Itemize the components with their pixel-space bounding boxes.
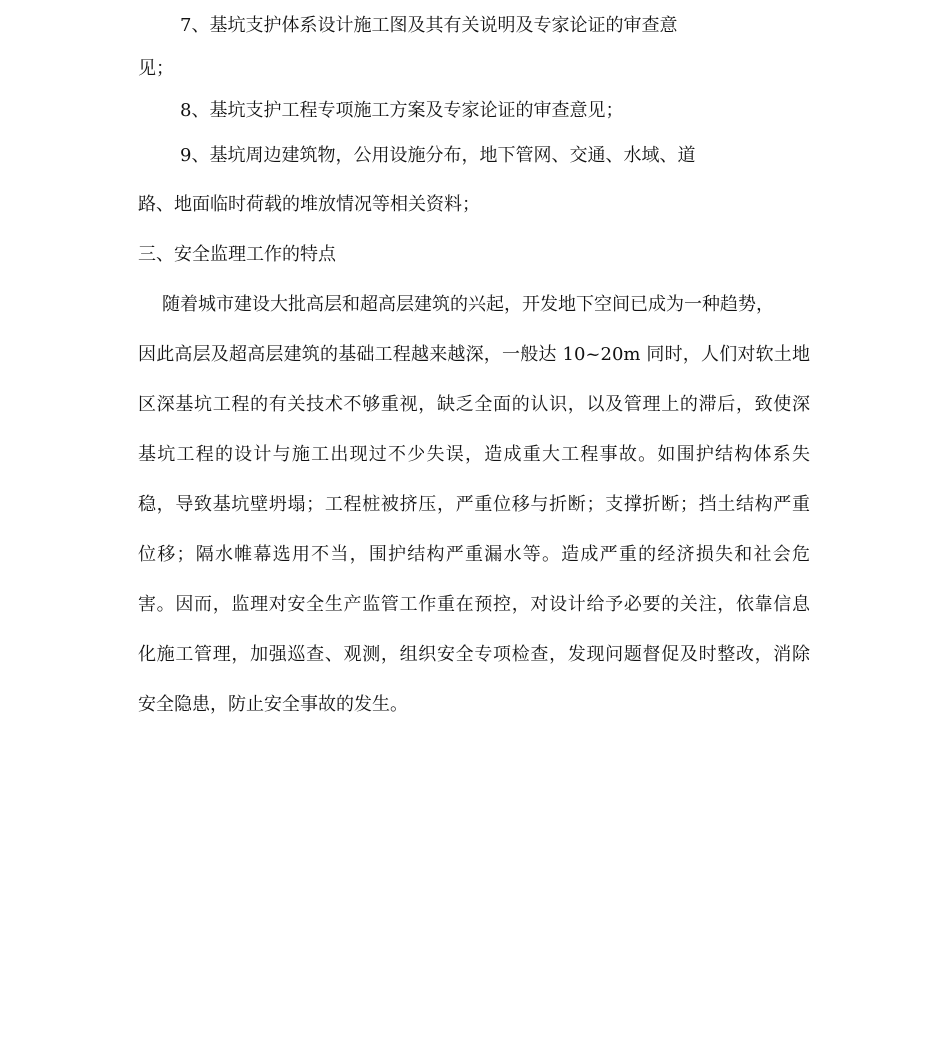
paragraph-line: 害。因而，监理对安全生产监管工作重在预控，对设计给予必要的关注，依靠信息 bbox=[138, 594, 810, 615]
paragraph-line: 区深基坑工程的有关技术不够重视，缺乏全面的认识，以及管理上的滞后，致使深 bbox=[138, 394, 810, 415]
paragraph-line: 基坑工程的设计与施工出现过不少失误，造成重大工程事故。如围护结构体系失 bbox=[138, 444, 810, 465]
list-item-9-line-2: 路、地面临时荷载的堆放情况等相关资料； bbox=[138, 194, 480, 215]
list-item-8: 8、基坑支护工程专项施工方案及专家论证的审查意见； bbox=[180, 100, 624, 121]
paragraph-line: 位移；隔水帷幕选用不当，围护结构严重漏水等。造成严重的经济损失和社会危 bbox=[138, 544, 810, 565]
list-item-9-line-1: 9、基坑周边建筑物，公用设施分布，地下管网、交通、水域、道 bbox=[180, 145, 696, 166]
paragraph-line: 稳，导致基坑壁坍塌；工程桩被挤压，严重位移与折断；支撑折断；挡土结构严重 bbox=[138, 494, 810, 515]
list-item-7-line-2: 见； bbox=[138, 58, 174, 79]
paragraph-line: 随着城市建设大批高层和超高层建筑的兴起，开发地下空间已成为一种趋势， bbox=[162, 294, 774, 315]
paragraph-line: 因此高层及超高层建筑的基础工程越来越深，一般达 10~20m 同时，人们对软土地 bbox=[138, 344, 810, 365]
paragraph-line: 安全隐患，防止安全事故的发生。 bbox=[138, 694, 408, 715]
paragraph-line: 化施工管理，加强巡查、观测，组织安全专项检查，发现问题督促及时整改，消除 bbox=[138, 644, 810, 665]
section-heading: 三、安全监理工作的特点 bbox=[138, 244, 336, 265]
list-item-7-line-1: 7、基坑支护体系设计施工图及其有关说明及专家论证的审查意 bbox=[180, 15, 678, 36]
